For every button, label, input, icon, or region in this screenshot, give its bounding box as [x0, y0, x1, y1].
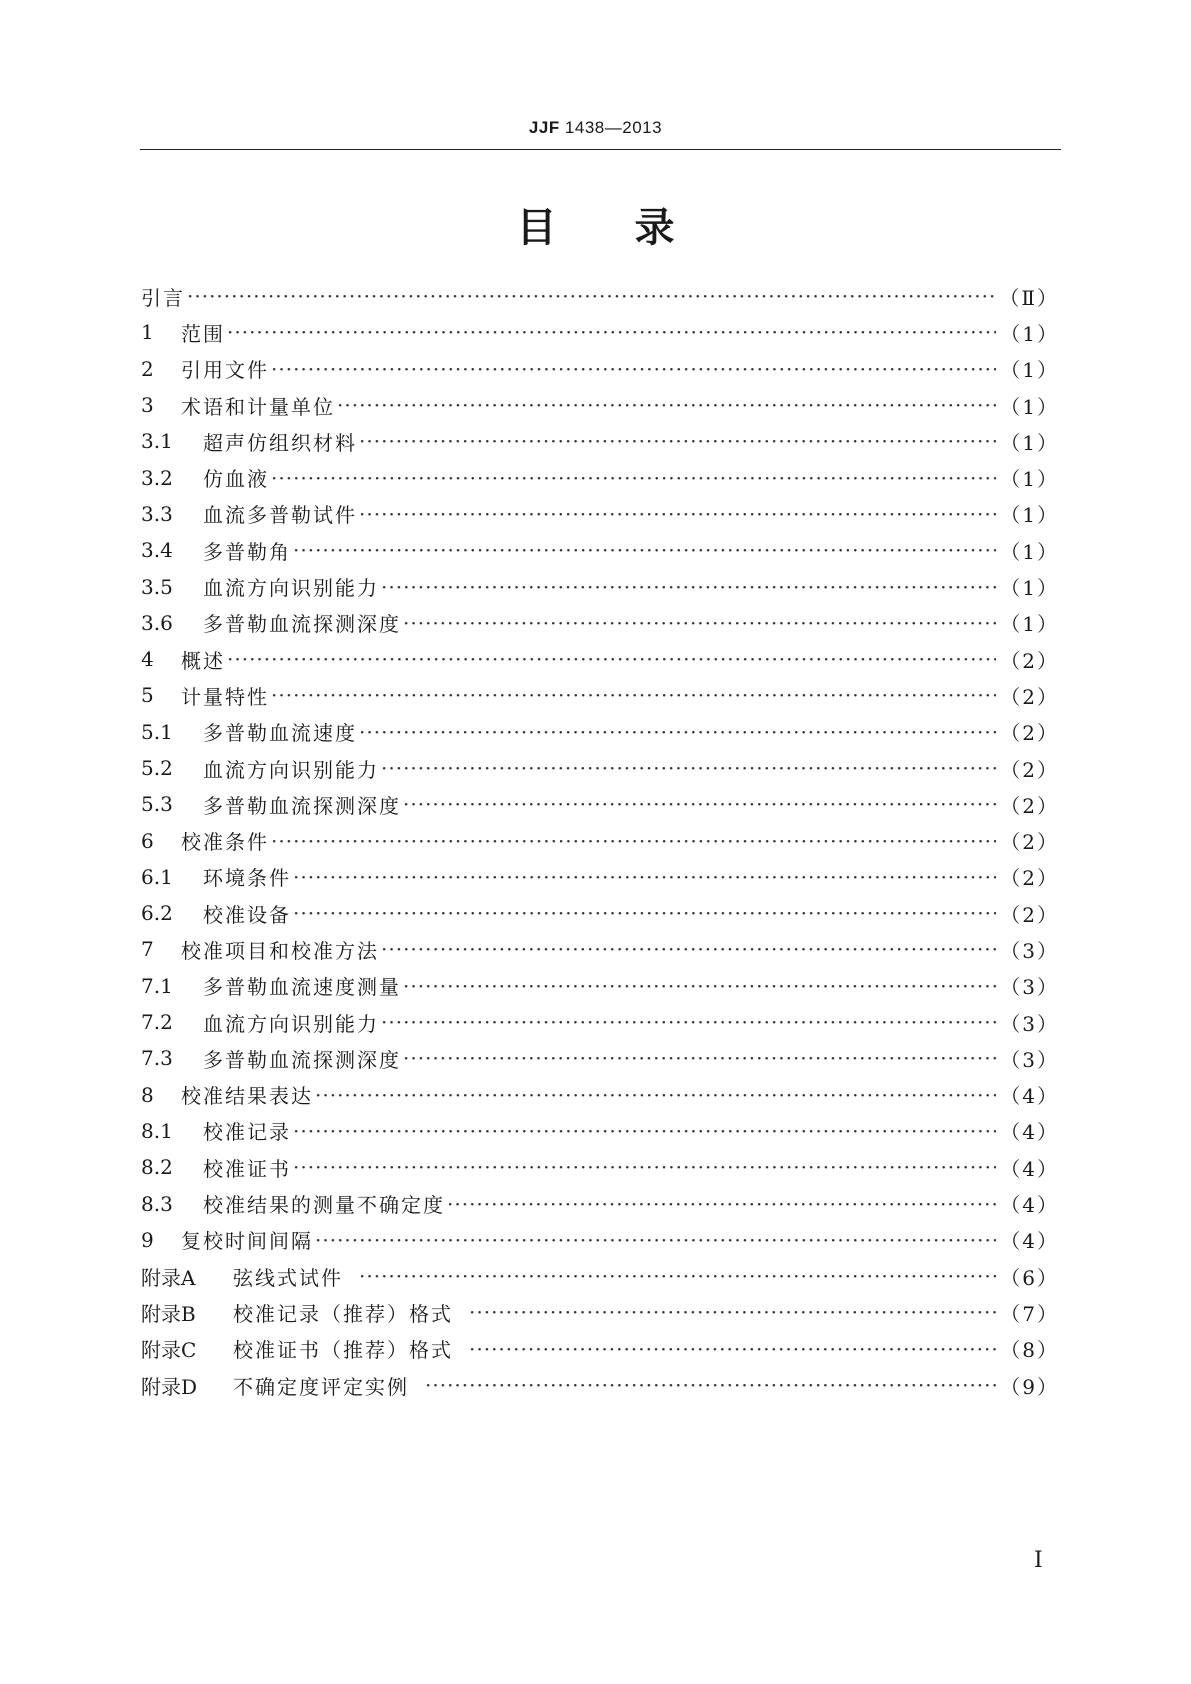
- toc-entry-page: （2）: [1000, 866, 1059, 891]
- toc-leader-dots: [271, 829, 996, 853]
- toc-entry-title: 血流方向识别能力: [203, 1011, 379, 1036]
- toc-entry[interactable]: [141, 1294, 1059, 1330]
- toc-entry-title: 校准条件: [181, 830, 269, 855]
- page-number: I: [1034, 1548, 1043, 1573]
- toc-entry-page: （3）: [1000, 1011, 1059, 1036]
- toc-entry-number: 附录D: [141, 1374, 198, 1399]
- toc-leader-dots: [227, 647, 996, 671]
- toc-leader-dots: [403, 792, 996, 816]
- toc-entry-title: 术语和计量单位: [181, 394, 335, 419]
- toc-entry[interactable]: [141, 1331, 1059, 1367]
- toc-entry-page: （8）: [1000, 1338, 1059, 1363]
- toc-entry-title: 范围: [181, 321, 225, 346]
- toc-entry-page: （3）: [1000, 975, 1059, 1000]
- toc-entry-title: 校准证书: [203, 1156, 291, 1181]
- toc-entry-title: 概述: [181, 648, 225, 673]
- toc-entry-number: 6: [141, 828, 154, 853]
- toc-entry-number: 5.1: [141, 719, 173, 744]
- toc-entry-title: 多普勒角: [203, 539, 291, 564]
- toc-entry-page: （2）: [1000, 902, 1059, 927]
- toc-entry-page: （1）: [1000, 430, 1059, 455]
- toc-entry[interactable]: [141, 750, 1059, 786]
- toc-entry-page: （Ⅱ）: [999, 285, 1059, 310]
- toc-leader-dots: [381, 1010, 996, 1034]
- toc-entry-page: （4）: [1000, 1120, 1059, 1145]
- toc-entry-page: （9）: [1000, 1374, 1059, 1399]
- toc-entry-page: （4）: [1000, 1156, 1059, 1181]
- toc-entry-number: 3: [141, 393, 154, 418]
- toc-leader-dots: [447, 1192, 996, 1216]
- toc-entry[interactable]: [141, 532, 1059, 568]
- toc-entry[interactable]: [141, 568, 1059, 604]
- toc-leader-dots: [271, 466, 996, 490]
- toc-entry-number: 7: [141, 937, 154, 962]
- toc-entry[interactable]: [141, 1077, 1059, 1113]
- toc-entry-page: （1）: [1000, 576, 1059, 601]
- toc-entry[interactable]: [141, 387, 1059, 423]
- toc-leader-dots: [403, 611, 996, 635]
- toc-entry-number: 7.1: [141, 973, 173, 998]
- toc-leader-dots: [469, 1300, 996, 1324]
- toc-entry-number: 附录B: [141, 1301, 196, 1326]
- toc-entry-number: 9: [141, 1227, 154, 1252]
- toc-leader-dots: [381, 756, 996, 780]
- toc-entry-page: （1）: [1000, 394, 1059, 419]
- toc-leader-dots: [359, 429, 996, 453]
- toc-entry-number: 6.1: [141, 864, 173, 889]
- toc-entry[interactable]: [141, 1040, 1059, 1076]
- toc-entry-number: 8.3: [141, 1191, 173, 1216]
- toc-leader-dots: [293, 865, 996, 889]
- toc-entry-title: 仿血液: [203, 467, 269, 492]
- toc-entry[interactable]: [141, 605, 1059, 641]
- toc-entry-page: （2）: [1000, 648, 1059, 673]
- toc-entry[interactable]: [141, 1004, 1059, 1040]
- toc-entry-page: （2）: [1000, 757, 1059, 782]
- toc-entry-page: （4）: [1000, 1084, 1059, 1109]
- toc-entry-title: 多普勒血流探测深度: [203, 612, 401, 637]
- toc-entry-title: 多普勒血流探测深度: [203, 1047, 401, 1072]
- toc-entry-page: （1）: [1000, 321, 1059, 346]
- running-header: [0, 118, 1191, 138]
- toc-entry-title: 血流多普勒试件: [203, 503, 357, 528]
- toc-entry-title: 不确定度评定实例: [233, 1374, 409, 1399]
- toc-leader-dots: [403, 1046, 996, 1070]
- toc-entry[interactable]: [141, 786, 1059, 822]
- toc-leader-dots: [293, 1119, 996, 1143]
- toc-entry-title: 复校时间间隔: [181, 1229, 313, 1254]
- toc-entry[interactable]: [141, 496, 1059, 532]
- toc-entry-title: 引言: [141, 285, 185, 310]
- toc-entry-page: （3）: [1000, 938, 1059, 963]
- toc-entry[interactable]: [141, 278, 1059, 314]
- toc-entry-number: 5.2: [141, 756, 173, 780]
- toc-entry[interactable]: [141, 1367, 1059, 1403]
- toc-leader-dots: [359, 1264, 996, 1288]
- toc-entry-title: 校准结果表达: [181, 1084, 313, 1109]
- toc-leader-dots: [271, 683, 996, 707]
- toc-entry-page: （1）: [1000, 539, 1059, 564]
- toc-entry-page: （2）: [1000, 830, 1059, 855]
- toc-leader-dots: [227, 320, 996, 344]
- toc-entry-number: 4: [141, 647, 154, 672]
- toc-entry-title: 校准结果的测量不确定度: [203, 1193, 445, 1218]
- toc-entry[interactable]: [141, 641, 1059, 677]
- toc-entry-title: 多普勒血流速度测量: [203, 975, 401, 1000]
- toc-entry-title: 环境条件: [203, 866, 291, 891]
- standard-prefix: JJF: [528, 118, 560, 137]
- toc-leader-dots: [359, 502, 996, 526]
- toc-entry-title: 校准记录: [203, 1120, 291, 1145]
- toc-entry[interactable]: [141, 1258, 1059, 1294]
- toc-entry-number: 7.3: [141, 1046, 173, 1071]
- toc-entry-page: （1）: [1000, 467, 1059, 492]
- toc-entry-title: 多普勒血流探测深度: [203, 793, 401, 818]
- toc-leader-dots: [293, 1155, 996, 1179]
- toc-entry-title: 多普勒血流速度: [203, 721, 357, 746]
- toc-entry-page: （3）: [1000, 1047, 1059, 1072]
- toc-leader-dots: [381, 575, 996, 599]
- toc-entry-number: 1: [141, 320, 154, 345]
- toc-entry-number: 3.5: [141, 574, 173, 599]
- toc-entry-page: （1）: [1000, 503, 1059, 528]
- toc-entry-page: （1）: [1000, 612, 1059, 637]
- toc-entry-title: 校准设备: [203, 902, 291, 927]
- toc-entry-number: 5: [141, 683, 154, 708]
- toc-entry-number: 3.2: [141, 465, 173, 490]
- toc-entry-page: （2）: [1000, 793, 1059, 818]
- toc-entry-title: 校准项目和校准方法: [181, 938, 379, 963]
- toc-leader-dots: [271, 357, 996, 381]
- toc-leader-dots: [469, 1337, 996, 1361]
- toc-entry-number: 3.4: [141, 538, 173, 563]
- toc-entry-number: 附录A: [141, 1265, 196, 1290]
- toc-entry-title: 校准证书（推荐）格式: [233, 1338, 453, 1363]
- toc-entry-title: 血流方向识别能力: [203, 576, 379, 601]
- toc-entry[interactable]: [141, 459, 1059, 495]
- toc-entry-title: 引用文件: [181, 358, 269, 383]
- toc-entry[interactable]: [141, 859, 1059, 895]
- toc-leader-dots: [381, 937, 996, 961]
- standard-number: 1438—2013: [559, 118, 663, 137]
- page-title: 目录: [516, 205, 753, 251]
- toc-entry-number: 5.3: [141, 792, 173, 817]
- toc-entry[interactable]: [141, 1113, 1059, 1149]
- toc-entry-number: 8.1: [141, 1118, 173, 1143]
- toc-entry[interactable]: [141, 968, 1059, 1004]
- toc-leader-dots: [359, 720, 996, 744]
- toc-entry-number: 附录C: [141, 1338, 197, 1363]
- toc-entry-page: （7）: [1000, 1301, 1059, 1326]
- toc-entry[interactable]: [141, 351, 1059, 387]
- toc-leader-dots: [425, 1373, 996, 1397]
- toc-entry-title: 超声仿组织材料: [203, 430, 357, 455]
- toc-entry-title: 弦线式试件: [233, 1265, 343, 1290]
- toc-entry-number: 8: [141, 1082, 154, 1107]
- toc-entry[interactable]: [141, 677, 1059, 713]
- toc-entry-title: 计量特性: [181, 684, 269, 709]
- toc-entry-page: （2）: [1000, 684, 1059, 709]
- toc-entry-page: （1）: [1000, 358, 1059, 383]
- toc-entry-number: 2: [141, 356, 154, 381]
- toc-entry[interactable]: [141, 314, 1059, 350]
- toc-entry-number: 8.2: [141, 1155, 173, 1180]
- toc-entry[interactable]: [141, 1149, 1059, 1185]
- toc-leader-dots: [315, 1083, 996, 1107]
- toc-entry-page: （4）: [1000, 1193, 1059, 1218]
- toc-entry-page: （4）: [1000, 1229, 1059, 1254]
- toc-entry-number: 7.2: [141, 1010, 173, 1035]
- toc-leader-dots: [315, 1228, 996, 1252]
- toc-leader-dots: [293, 901, 996, 925]
- toc-entry[interactable]: [141, 423, 1059, 459]
- toc-entry[interactable]: [141, 895, 1059, 931]
- toc-leader-dots: [187, 284, 995, 308]
- toc-leader-dots: [403, 974, 996, 998]
- toc-leader-dots: [293, 538, 996, 562]
- toc-entry[interactable]: [141, 931, 1059, 967]
- toc-entry-title: 校准记录（推荐）格式: [233, 1301, 453, 1326]
- toc-entry-number: 3.3: [141, 501, 173, 526]
- table-of-contents: [141, 278, 1059, 1403]
- toc-entry-page: （2）: [1000, 721, 1059, 746]
- toc-entry[interactable]: [141, 714, 1059, 750]
- toc-entry-number: 3.6: [141, 610, 173, 635]
- toc-entry-number: 3.1: [141, 429, 173, 454]
- toc-entry[interactable]: [141, 1222, 1059, 1258]
- toc-leader-dots: [337, 393, 996, 417]
- toc-entry[interactable]: [141, 822, 1059, 858]
- toc-entry[interactable]: [141, 1185, 1059, 1221]
- toc-entry-title: 血流方向识别能力: [203, 757, 379, 782]
- toc-entry-page: （6）: [1000, 1265, 1059, 1290]
- header-rule: [140, 149, 1061, 150]
- toc-entry-number: 6.2: [141, 901, 173, 926]
